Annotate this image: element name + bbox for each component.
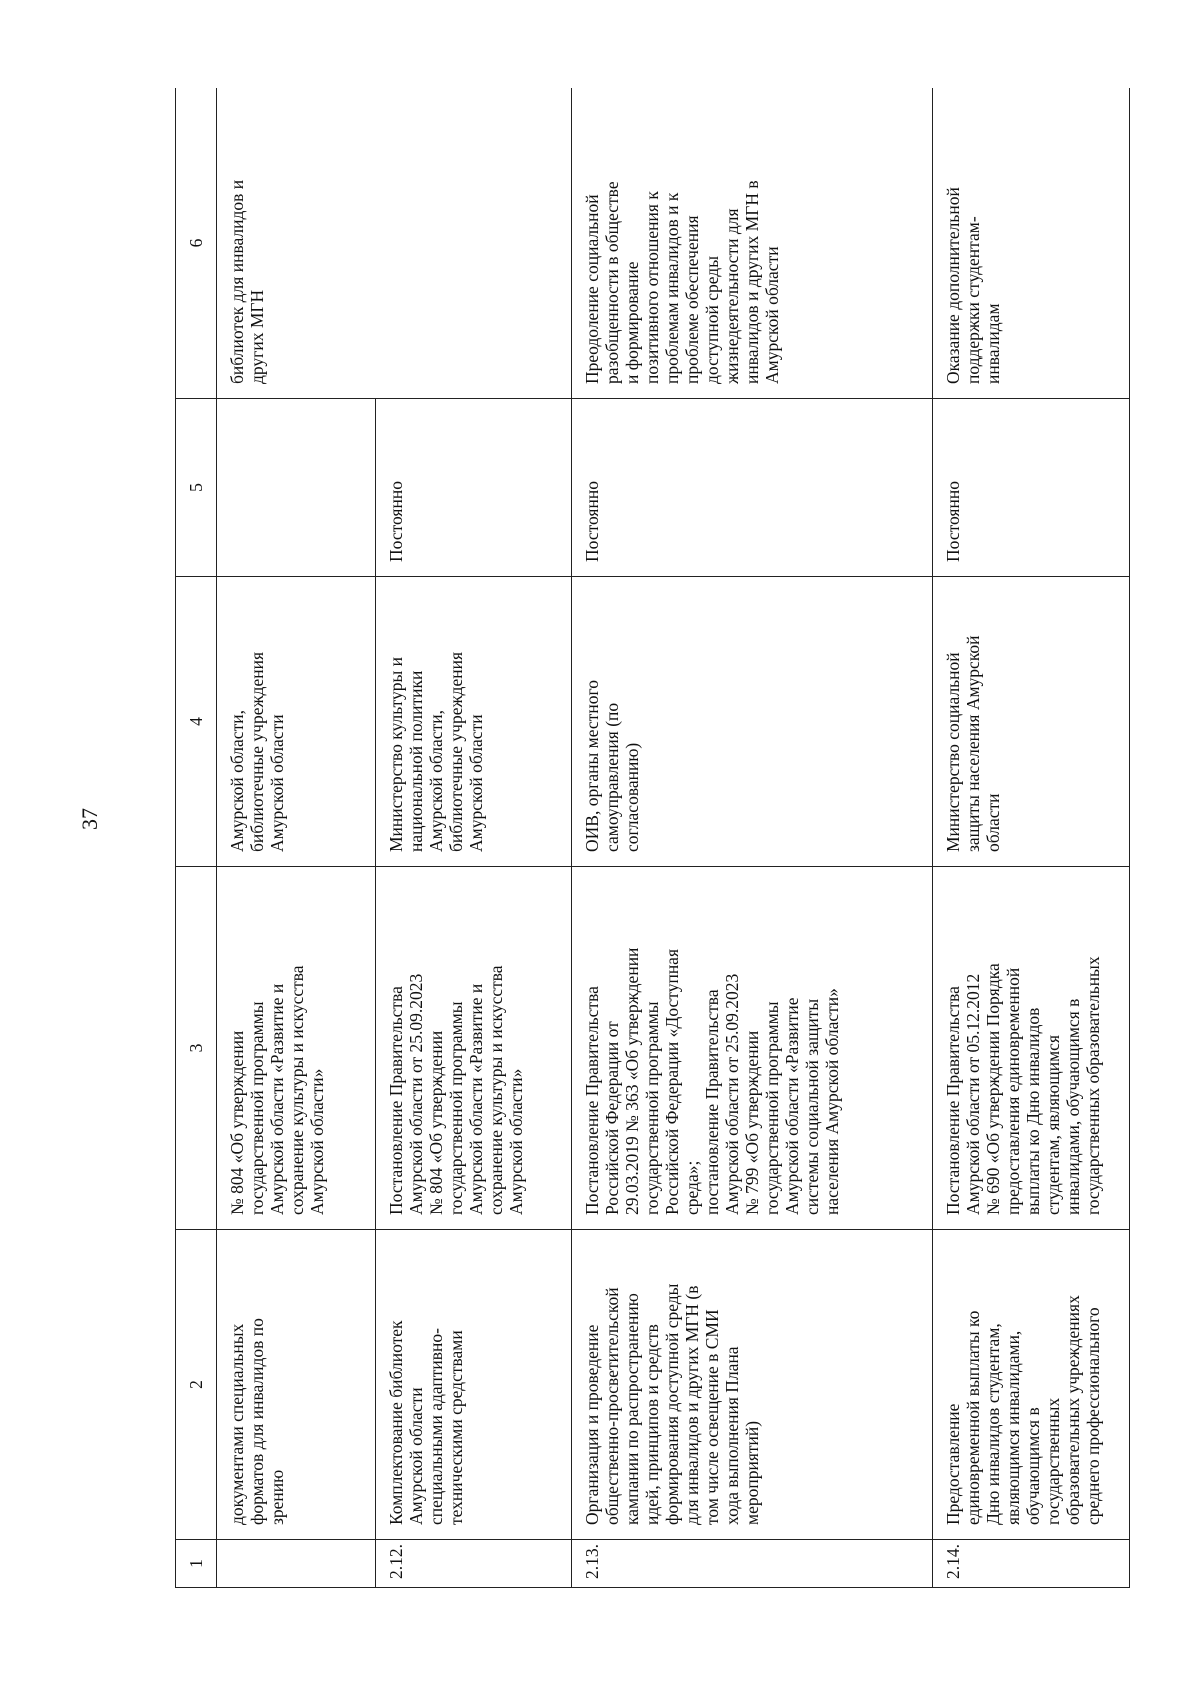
- table-header-row: [176, 88, 217, 1588]
- table-row: [217, 88, 376, 1588]
- header-col-2: 2: [176, 1230, 217, 1540]
- measure-name: документами специальных форматов для инвалидов по зрению: [217, 1230, 376, 1540]
- measure-name: Предоставление единовременной выплаты ко Дню инвалидов студентам, являющимся инвалидами, обучающимся в государственных образовательных учреждениях среднего профессионального: [933, 1230, 1130, 1540]
- row-number: [217, 1540, 376, 1588]
- legal-basis: Постановление Правительства Амурской области от 25.09.2023 № 804 «Об утверждении государственной программы Амурской области «Развитие и сохранение культуры и искусства Амурской области»: [375, 867, 572, 1230]
- page-number: 37: [77, 808, 102, 830]
- row-number: 2.14.: [933, 1540, 1130, 1588]
- expected-result: Оказание дополнительной поддержки студентам- инвалидам: [933, 88, 1130, 399]
- header-col-5: 5: [176, 399, 217, 577]
- deadline: Постоянно: [933, 399, 1130, 577]
- table-row: [933, 88, 1130, 1588]
- measures-table: [175, 88, 1130, 1588]
- deadline: Постоянно: [572, 399, 933, 577]
- table-row: [572, 88, 933, 1588]
- row-number: 2.13.: [572, 1540, 933, 1588]
- legal-basis: Постановление Правительства Амурской области от 05.12.2012 № 690 «Об утверждении Порядка предоставления единовременной выплаты ко Дню инвалидов студентам, являющимся инвалидами, обучающимся в государственных образовательных: [933, 867, 1130, 1230]
- legal-basis: № 804 «Об утверждении государственной программы Амурской области «Развитие и сохранение культуры и искусства Амурской области»: [217, 867, 376, 1230]
- responsible-executors: Министерство культуры и национальной политики Амурской области, библиотечные учреждения Амурской области: [375, 577, 572, 867]
- row-number: 2.12.: [375, 1540, 572, 1588]
- deadline: [217, 399, 376, 577]
- responsible-executors: Амурской области, библиотечные учреждения Амурской области: [217, 577, 376, 867]
- document-table-container: [175, 88, 1130, 1588]
- deadline: Постоянно: [375, 399, 572, 577]
- header-col-3: 3: [176, 867, 217, 1230]
- measure-name: Комплектование библиотек Амурской области специальными адаптивно- техническими средствами: [375, 1230, 572, 1540]
- header-col-1: 1: [176, 1540, 217, 1588]
- measure-name: Организация и проведение общественно-просветительской кампании по распространению идей, принципов и средств формирования доступной среды для инвалидов и других МГН (в том числе освещение в СМИ хода выполнения Плана мероприятий): [572, 1230, 933, 1540]
- responsible-executors: Министерство социальной защиты населения Амурской области: [933, 577, 1130, 867]
- header-col-4: 4: [176, 577, 217, 867]
- legal-basis: Постановление Правительства Российской Федерации от 29.03.2019 № 363 «Об утверждении государственной программы Российской Федерации «Доступная среда»; постановление Правительства Амурской области от 25.09.2023 № 799 «Об утверждении государственной программы Амурской области «Развитие системы социальной защиты населения Амурской области»: [572, 867, 933, 1230]
- expected-result: библиотек для инвалидов и других МГН: [217, 88, 572, 399]
- expected-result: Преодоление социальной разобщенности в обществе и формирование позитивного отношения к проблемам инвалидов и к проблеме обеспечения доступной среды жизнедеятельности для инвалидов и других МГН в Амурской области: [572, 88, 933, 399]
- responsible-executors: ОИВ, органы местного самоуправления (по согласованию): [572, 577, 933, 867]
- header-col-6: 6: [176, 88, 217, 399]
